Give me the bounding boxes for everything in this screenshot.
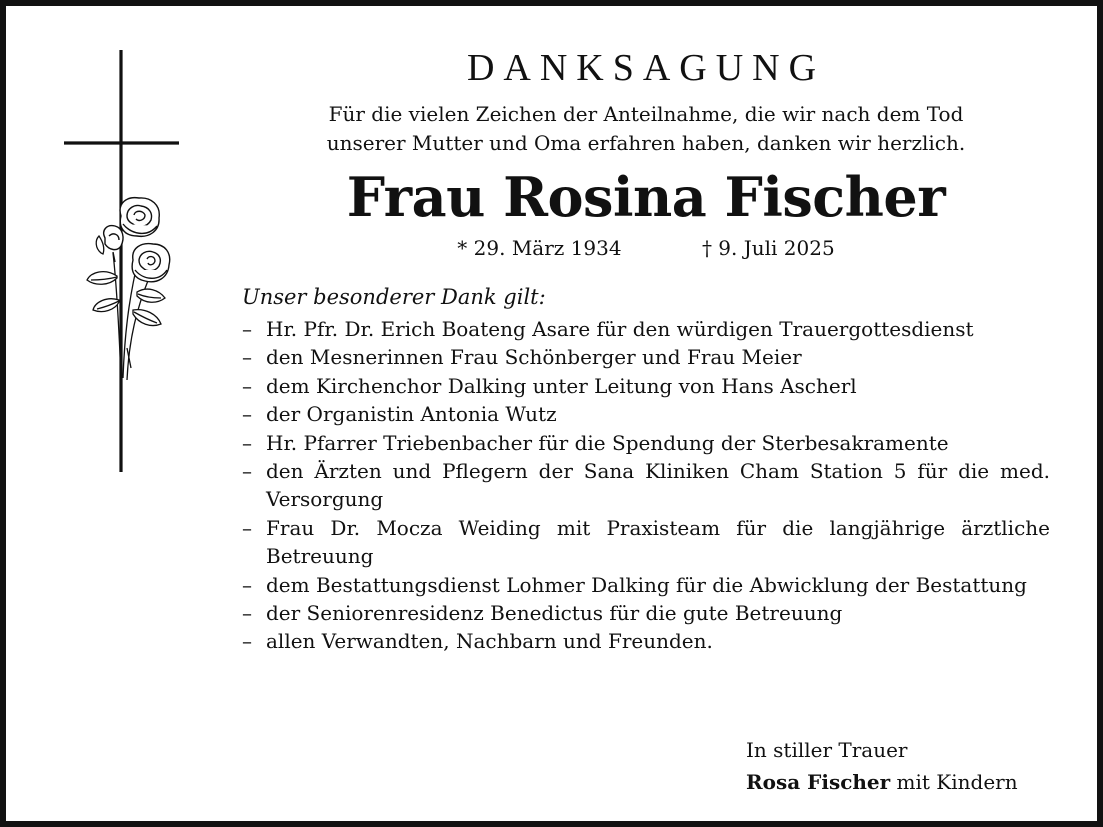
deceased-name: Frau Rosina Fischer <box>346 165 946 229</box>
notice-heading: DANKSAGUNG <box>466 47 826 89</box>
thanks-list <box>242 315 1050 656</box>
list-dash: – <box>242 430 252 455</box>
list-item <box>242 372 1050 400</box>
intro-text <box>236 100 1056 158</box>
list-item <box>242 514 1050 571</box>
list-item <box>242 400 1050 428</box>
list-item-text: Frau Dr. Mocza Weiding mit Praxisteam für die langjährige ärztliche Betreuung <box>266 515 1050 569</box>
list-dash: – <box>242 402 252 427</box>
list-item-text: der Seniorenresidenz Benedictus für die gute Betreuung <box>266 601 843 626</box>
list-item <box>242 315 1050 343</box>
list-item <box>242 571 1050 599</box>
list-item <box>242 599 1050 627</box>
list-item-text: Hr. Pfr. Dr. Erich Boateng Asare für den würdigen Trauergottesdienst <box>266 317 974 341</box>
list-item-text: den Mesnerinnen Frau Schönberger und Frau Meier <box>266 345 802 370</box>
intro-line: unserer Mutter und Oma erfahren haben, danken wir herzlich. <box>326 131 966 155</box>
list-item <box>242 627 1050 655</box>
thanks-lead: Unser besonderer Dank gilt: <box>242 285 546 309</box>
list-dash: – <box>242 601 252 626</box>
list-item-text: den Ärzten und Pflegern der Sana Kliniken Cham Station 5 für die med. Versorgung <box>266 459 1050 512</box>
life-dates <box>236 234 1056 262</box>
list-dash: – <box>242 515 252 540</box>
list-item-text: der Organistin Antonia Wutz <box>266 402 557 427</box>
signature-name: Rosa Fischer <box>746 770 891 794</box>
death-date: † 9. Juli 2025 <box>701 236 835 260</box>
list-item-text: dem Kirchenchor Dalking unter Leitung von Hans Ascherl <box>266 373 857 398</box>
signature <box>746 766 1018 798</box>
list-dash: – <box>242 317 252 341</box>
list-dash: – <box>242 459 252 484</box>
cross-with-roses-icon <box>61 48 186 476</box>
list-dash: – <box>242 345 252 370</box>
signature-suffix: mit Kindern <box>896 770 1018 794</box>
list-dash: – <box>242 629 252 654</box>
list-item-text: Hr. Pfarrer Triebenbacher für die Spendung der Sterbesakramente <box>266 430 949 455</box>
intro-line: Für die vielen Zeichen der Anteilnahme, die wir nach dem Tod <box>328 102 964 126</box>
list-dash: – <box>242 572 252 597</box>
list-item-text: dem Bestattungsdienst Lohmer Dalking für die Abwicklung der Bestattung <box>266 572 1027 597</box>
closing-line: In stiller Trauer <box>746 738 908 762</box>
list-dash: – <box>242 373 252 398</box>
birth-date: * 29. März 1934 <box>457 236 622 260</box>
list-item <box>242 457 1050 514</box>
list-item <box>242 429 1050 457</box>
list-item <box>242 343 1050 371</box>
closing-block <box>746 734 1018 798</box>
list-item-text: allen Verwandten, Nachbarn und Freunden. <box>266 629 713 654</box>
